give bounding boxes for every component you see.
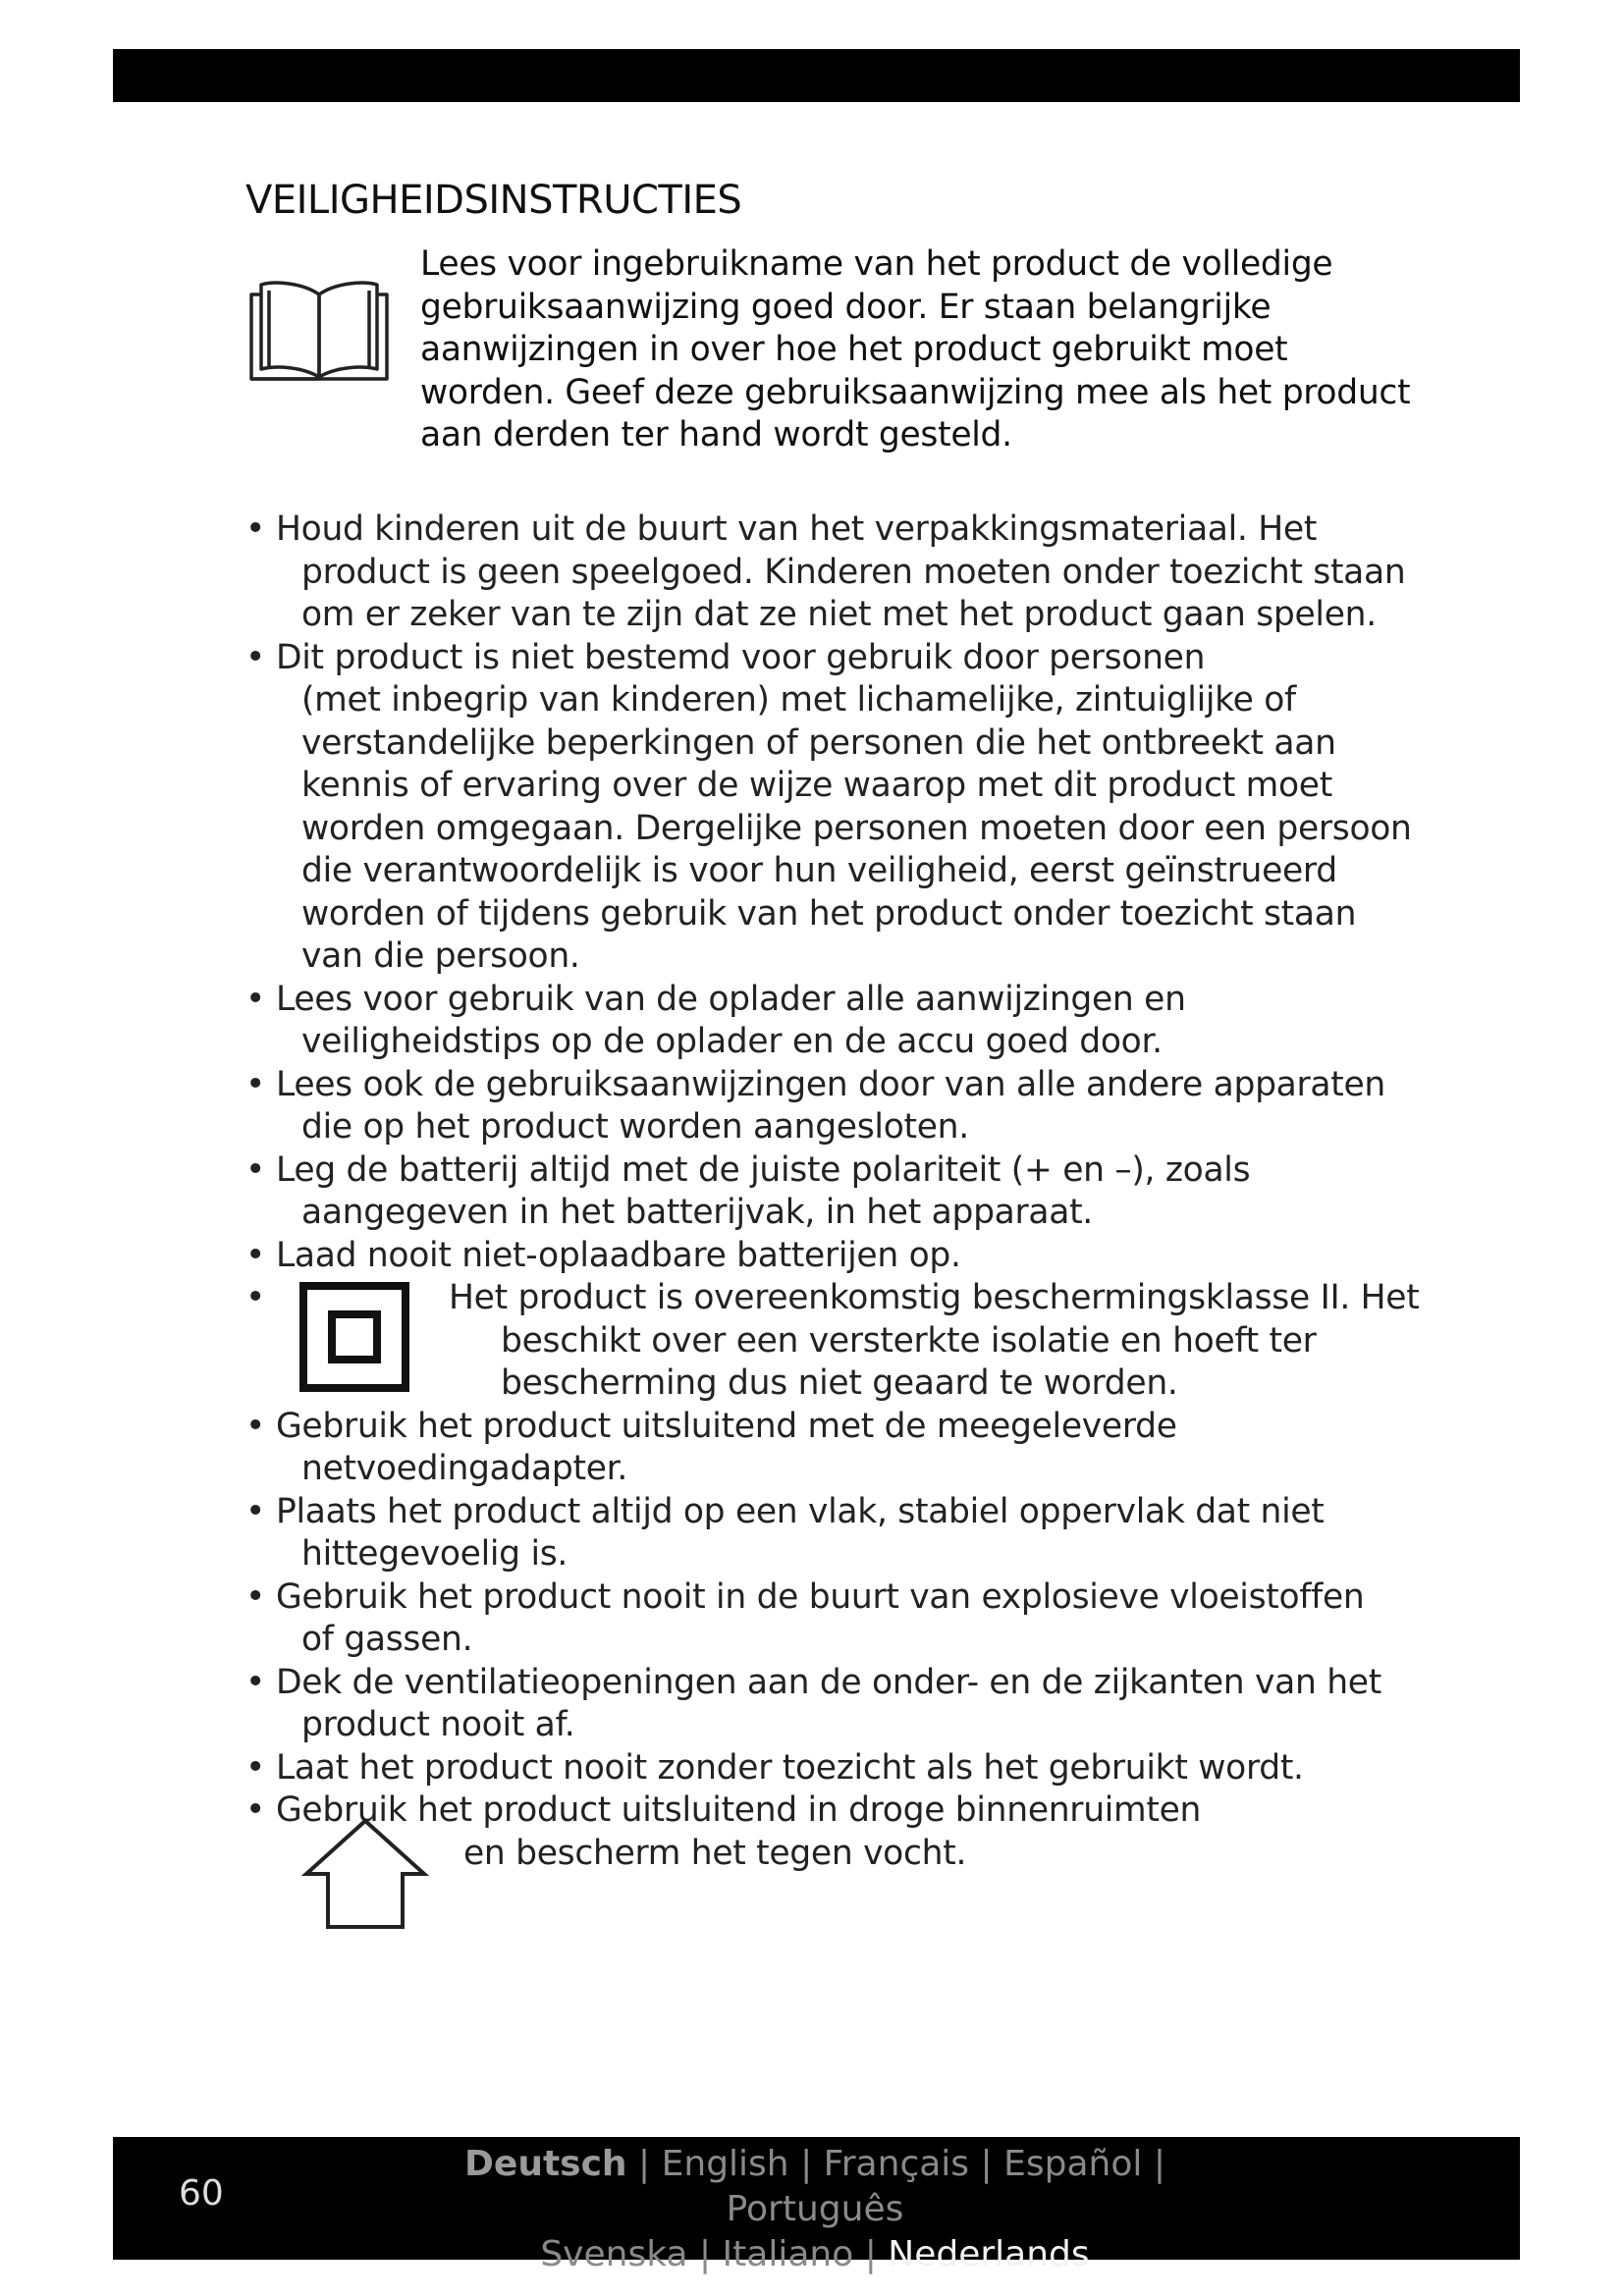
language-link-francais[interactable]: Français: [823, 2144, 970, 2184]
list-item-text: die op het product worden aangesloten.: [301, 1107, 969, 1147]
bullet-icon: •: [245, 1491, 266, 1531]
list-item-text: veiligheidstips op de oplader en de accu goed door.: [301, 1022, 1163, 1061]
list-item: [245, 1491, 1424, 1576]
list-item-text: aangegeven in het batterijvak, in het apparaat.: [301, 1193, 1093, 1232]
bullet-icon: •: [245, 1790, 266, 1830]
language-line-1: [373, 2142, 1257, 2232]
list-item-text: Plaats het product altijd op een vlak, stabiel oppervlak dat niet: [276, 1491, 1325, 1531]
list-item: [245, 637, 1424, 979]
list-item-text: Gebruik het product uitsluitend met de meegeleverde: [276, 1406, 1177, 1446]
list-item: [245, 1064, 1424, 1149]
bullet-icon: •: [245, 637, 266, 677]
list-item-text: Lees voor gebruik van de oplader alle aanwijzingen en: [276, 979, 1186, 1019]
separator: |: [800, 2144, 813, 2184]
separator: |: [1153, 2144, 1165, 2184]
list-item-text: Laat het product nooit zonder toezicht als het gebruikt wordt.: [276, 1747, 1304, 1788]
language-link-italiano[interactable]: Italiano: [722, 2234, 854, 2274]
list-item-text: product is geen speelgoed. Kinderen moeten onder toezicht staan om er zeker van te zijn dat ze niet met het product gaan spelen.: [301, 552, 1406, 634]
list-item-text: product nooit af.: [301, 1705, 575, 1744]
list-item: [245, 1406, 1424, 1491]
list-item-text: Laad nooit niet-oplaadbare batterijen op.: [276, 1235, 961, 1275]
list-item-text: Leg de batterij altijd met de juiste polariteit (+ en –), zoals: [276, 1149, 1251, 1190]
list-item-text: Houd kinderen uit de buurt van het verpakkingsmateriaal. Het: [276, 509, 1318, 549]
list-item-text: Gebruik het product uitsluitend in droge binnenruimten: [276, 1790, 1202, 1830]
separator: |: [980, 2144, 993, 2184]
list-item-text: Dit product is niet bestemd voor gebruik door personen: [276, 637, 1206, 677]
list-item: [245, 508, 1424, 637]
language-link-espanol[interactable]: Español: [1003, 2144, 1143, 2184]
separator: |: [638, 2144, 651, 2184]
language-selector: [373, 2142, 1257, 2277]
bullet-icon: •: [245, 1747, 266, 1788]
separator: |: [864, 2234, 877, 2274]
indoor-use-house-icon: [300, 1817, 430, 1933]
list-item-text: en bescherm het tegen vocht.: [463, 1833, 967, 1873]
bullet-icon: •: [245, 1149, 266, 1190]
list-item: [245, 979, 1424, 1064]
separator: |: [698, 2234, 712, 2274]
bullet-icon: •: [245, 509, 266, 549]
bullet-icon: •: [245, 1064, 266, 1104]
list-item-text: Lees ook de gebruiksaanwijzingen door van alle andere apparaten: [276, 1064, 1385, 1104]
list-item-text: Dek de ventilatieopeningen aan de onder- en de zijkanten van het: [276, 1662, 1381, 1702]
page-title: VEILIGHEIDSINSTRUCTIES: [245, 178, 742, 223]
list-item: [245, 1662, 1424, 1747]
list-item: [245, 1747, 1424, 1790]
list-item-text: netvoedingadapter.: [301, 1449, 628, 1488]
bullet-icon: •: [245, 979, 266, 1019]
header-bar: [113, 49, 1520, 102]
language-link-english[interactable]: English: [661, 2144, 789, 2184]
safety-list: [245, 508, 1424, 1875]
language-link-deutsch[interactable]: Deutsch: [464, 2144, 627, 2184]
list-item-text: beschikt over een versterkte isolatie en hoeft ter bescherming dus niet geaard te worden.: [501, 1320, 1317, 1403]
list-item-text: Gebruik het product nooit in de buurt van explosieve vloeistoffen: [276, 1576, 1365, 1617]
language-link-svenska[interactable]: Svenska: [540, 2234, 688, 2274]
list-item: [245, 1576, 1424, 1662]
list-item-text: hittegevoelig is.: [301, 1534, 568, 1574]
language-link-portugues[interactable]: Português: [726, 2189, 904, 2229]
protection-class-2-icon: [298, 1281, 410, 1393]
list-item: [245, 1277, 1424, 1406]
list-item: [245, 1149, 1424, 1235]
bullet-icon: •: [245, 1662, 266, 1702]
language-line-2: [373, 2232, 1257, 2277]
list-item-text: (met inbegrip van kinderen) met lichamelijke, zintuiglijke of verstandelijke beperkingen of personen die het ontbreekt aan kennis of ervaring over de wijze waarop met dit product moet worden omgegaan. Dergelijke personen moeten door een persoon die verantwoordelijk is voor hun veiligheid, eerst geïnstrueerd worden of tijdens gebruik van het product onder toezicht staan van die persoon.: [301, 680, 1412, 976]
book-manual-icon: [245, 273, 393, 386]
list-item: [245, 1235, 1424, 1278]
intro-text: Lees voor ingebruikname van het product de volledige gebruiksaanwijzing goed door. Er staan belangrijke aanwijzingen in over hoe het product gebruikt moet worden. Geef deze gebruiksaanwijzing mee als het product aan derden ter hand wordt gesteld.: [420, 244, 1411, 454]
page-number: 60: [179, 2173, 224, 2214]
bullet-icon: •: [245, 1406, 266, 1446]
bullet-icon: •: [245, 1576, 266, 1617]
list-item-text: of gassen.: [301, 1620, 473, 1659]
language-link-nederlands[interactable]: Nederlands: [888, 2234, 1090, 2274]
list-item: [245, 1789, 1424, 1875]
bullet-icon: •: [245, 1235, 266, 1275]
bullet-icon: •: [245, 1278, 266, 1317]
list-item-text: Het product is overeenkomstig beschermingsklasse II. Het: [449, 1278, 1420, 1317]
